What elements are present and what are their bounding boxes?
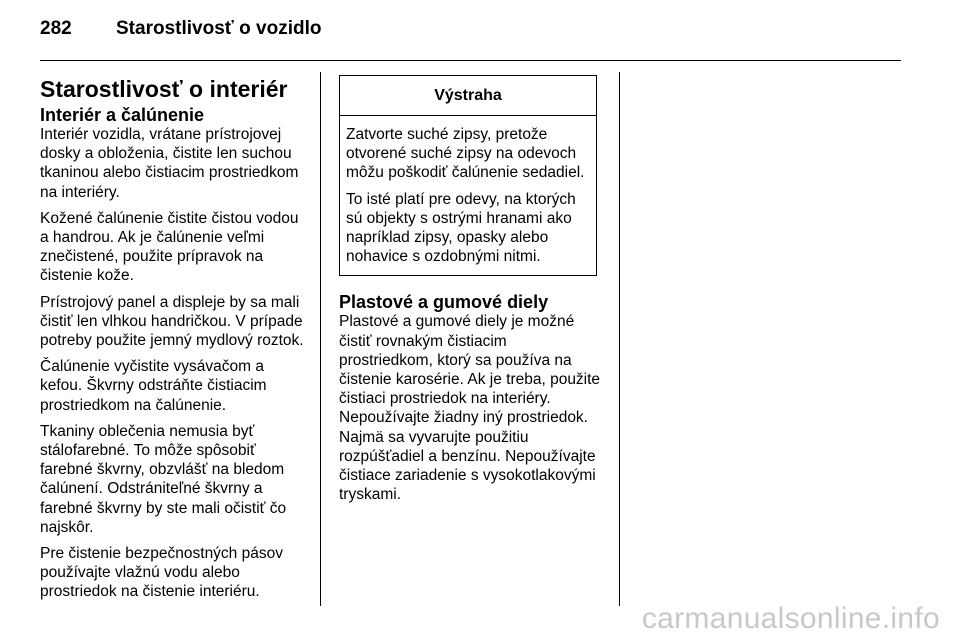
warning-box: [339, 75, 597, 276]
paragraph: Kožené čalúnenie čistite čistou vodou a handrou. Ak je čalúnenie veľmi znečistené, použite prípravok na čistenie kože.: [40, 209, 299, 285]
warning-body: [340, 116, 596, 275]
page-header: [40, 18, 321, 40]
warning-paragraph: Zatvorte suché zipsy, pretože otvorené suché zipsy na odevoch môžu poškodiť čalúnenie sedadiel.: [346, 126, 585, 182]
middle-column: [339, 75, 601, 504]
paragraph: Čalúnenie vyčistite vysávačom a kefou. Škvrny odstráňte čistiacim prostriedkom na čalúnenie.: [40, 358, 267, 414]
header-rule: [40, 60, 901, 61]
paragraph: Interiér vozidla, vrátane prístrojovej dosky a obloženia, čistite len suchou tkaninou alebo čistiacim prostriedkom na interiéry.: [40, 126, 299, 201]
left-column: [40, 72, 306, 602]
column-divider: [619, 72, 620, 606]
watermark: carmanualsonline.info: [641, 602, 940, 635]
column-divider: [320, 72, 321, 606]
warning-paragraph: To isté platí pre odevy, na ktorých sú objekty s ostrými hranami ako napríklad zipsy, opasky alebo nohavice s ozdobnými nitmi.: [346, 190, 576, 266]
subsection-title-interior: Interiér a čalúnenie: [40, 105, 205, 125]
subsection-title-plastic: Plastové a gumové diely: [339, 292, 549, 313]
paragraph: Plastové a gumové diely je možné čistiť rovnakým čistiacim prostriedkom, ktorý sa používa na čistenie karosérie. Ak je treba, použite čistiaci prostriedok na interiéry. Nepoužívajte žiadny iný prostriedok. Najmä sa vyvarujte použitiu rozpúšťadiel a benzínu. Nepoužívajte čistiace zariadenie s vysokotlakovými tryskami.: [339, 313, 601, 504]
paragraph: Pre čistenie bezpečnostných pásov používajte vlažnú vodu alebo prostriedok na čistenie interiéru.: [40, 545, 283, 601]
page-number: 282: [40, 18, 72, 39]
section-title: Starostlivosť o interiér: [40, 76, 288, 102]
chapter-title: Starostlivosť o vozidlo: [116, 18, 322, 39]
paragraph: Prístrojový panel a displeje by sa mali čistiť len vlhkou handričkou. V prípade potreby použite jemný mydlový roztok.: [40, 293, 304, 350]
paragraph: Tkaniny oblečenia nemusia byť stálofarebné. To môže spôsobiť farebné škvrny, obzvlášť na bledom čalúnení. Odstrániteľné škvrny a farebné škvrny by ste mali očistiť čo najskôr.: [40, 422, 287, 536]
warning-title: Výstraha: [340, 76, 596, 116]
